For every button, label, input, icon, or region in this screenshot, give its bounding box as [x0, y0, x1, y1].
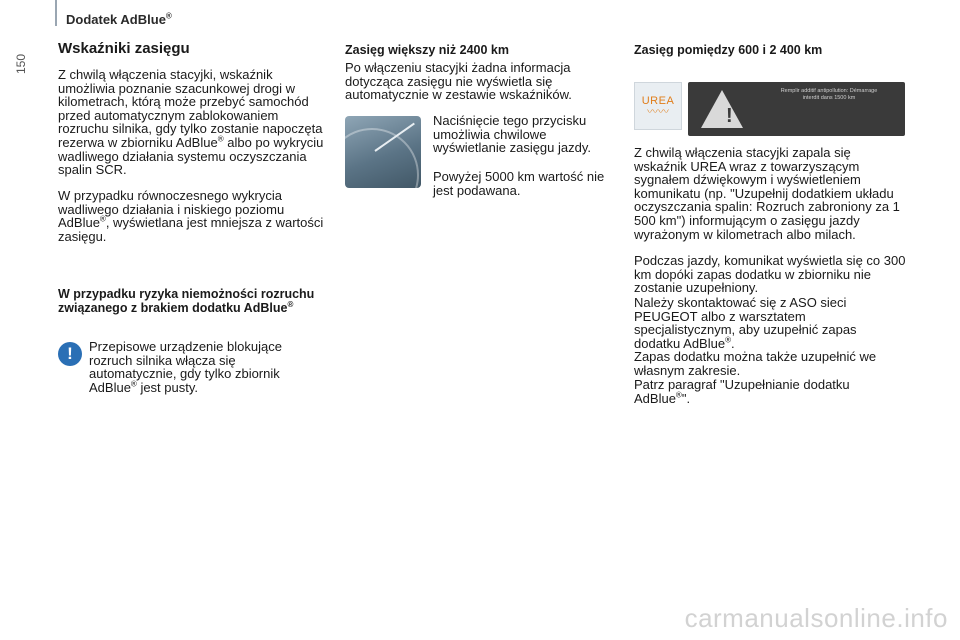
instrument-dial-image	[345, 116, 421, 188]
page-number: 150	[14, 53, 28, 74]
section-title	[66, 12, 172, 27]
watermark: carmanualsonline.info	[684, 603, 948, 633]
col3-paragraph-3: Należy skontaktować się z ASO sieci PEUGEOT albo z warsztatem specjalistycznym, aby uzupełnić zapas dodatku AdBlue®.	[634, 295, 857, 351]
range-indicators-heading: Wskaźniki zasięgu	[58, 40, 190, 57]
section-title-text: Dodatek AdBlue	[66, 12, 166, 27]
exclamation-circle-icon: !	[58, 342, 82, 366]
side-rule	[55, 0, 57, 26]
range-over-2400-heading: Zasięg większy niż 2400 km	[345, 43, 509, 57]
urea-waves-icon: 〰〰	[647, 106, 669, 118]
col2-button-text: Naciśnięcie tego przycisku umożliwia chwilowe wyświetlanie zasięgu jazdy.	[433, 113, 591, 156]
urea-label: UREA	[641, 95, 675, 107]
col3-paragraph-2: Podczas jazdy, komunikat wyświetla się co 300 km dopóki zapas dodatku w zbiorniku nie zostanie uzupełniony.	[634, 253, 906, 296]
col1-subheading: W przypadku ryzyka niemożności rozruchu związanego z brakiem dodatku AdBlue®	[58, 287, 315, 315]
col2-paragraph-1: Po włączeniu stacyjki żadna informacja dotycząca zasięgu nie wyświetla się automatycznie w zestawie wskaźników.	[345, 60, 572, 103]
col1-paragraph-1: Z chwilą włączenia stacyjki, wskaźnik umożliwia poznanie szacunkowej drogi w kilometrach, którą może przebyć samochód przed automatycznym zablokowaniem rozruchu silnika, gdy tylko zostanie napoczęta rezerwa w zbiorniku AdBlue® albo po wykryciu wadliwego działania systemu oczyszczania spalin SCR.	[58, 67, 324, 178]
dial-ring	[345, 128, 419, 188]
section-title-sup: ®	[165, 11, 172, 21]
col1-warning-text: Przepisowe urządzenie blokujące rozruch silnika włącza się automatycznie, gdy tylko zbiornik AdBlue® jest pusty.	[89, 339, 282, 395]
display-message: Remplir additif antipollution: Démarrage interdit dans 1500 km	[780, 88, 878, 101]
warning-triangle-mark: !	[726, 105, 733, 127]
col3-paragraph-4: Zapas dodatku można także uzupełnić we własnym zakresie.	[634, 349, 877, 378]
col3-paragraph-1: Z chwilą włączenia stacyjki zapala się wskaźnik UREA wraz z towarzyszącym sygnałem dźwiękowym i wyświetleniem komunikatu (np. "Uzupełnij dodatkiem układu oczyszczania spalin: Rozruch zabroniony za 1 500 km") informującym o zasięgu jazdy wyrażonym w kilometrach albo milach.	[634, 145, 900, 242]
col1-paragraph-2: W przypadku równoczesnego wykrycia wadliwego działania i niskiego poziomu AdBlue®, wyświetlana jest mniejsza z wartości zasięgu.	[58, 188, 324, 244]
warning-triangle-icon	[700, 88, 744, 128]
col3-paragraph-5: Patrz paragraf "Uzupełnianie dodatku AdBlue®".	[634, 377, 850, 406]
urea-indicator	[634, 82, 682, 130]
col2-paragraph-2: Powyżej 5000 km wartość nie jest podawana.	[433, 169, 605, 198]
warning-display	[688, 82, 905, 136]
range-600-2400-heading: Zasięg pomiędzy 600 i 2 400 km	[634, 43, 823, 57]
